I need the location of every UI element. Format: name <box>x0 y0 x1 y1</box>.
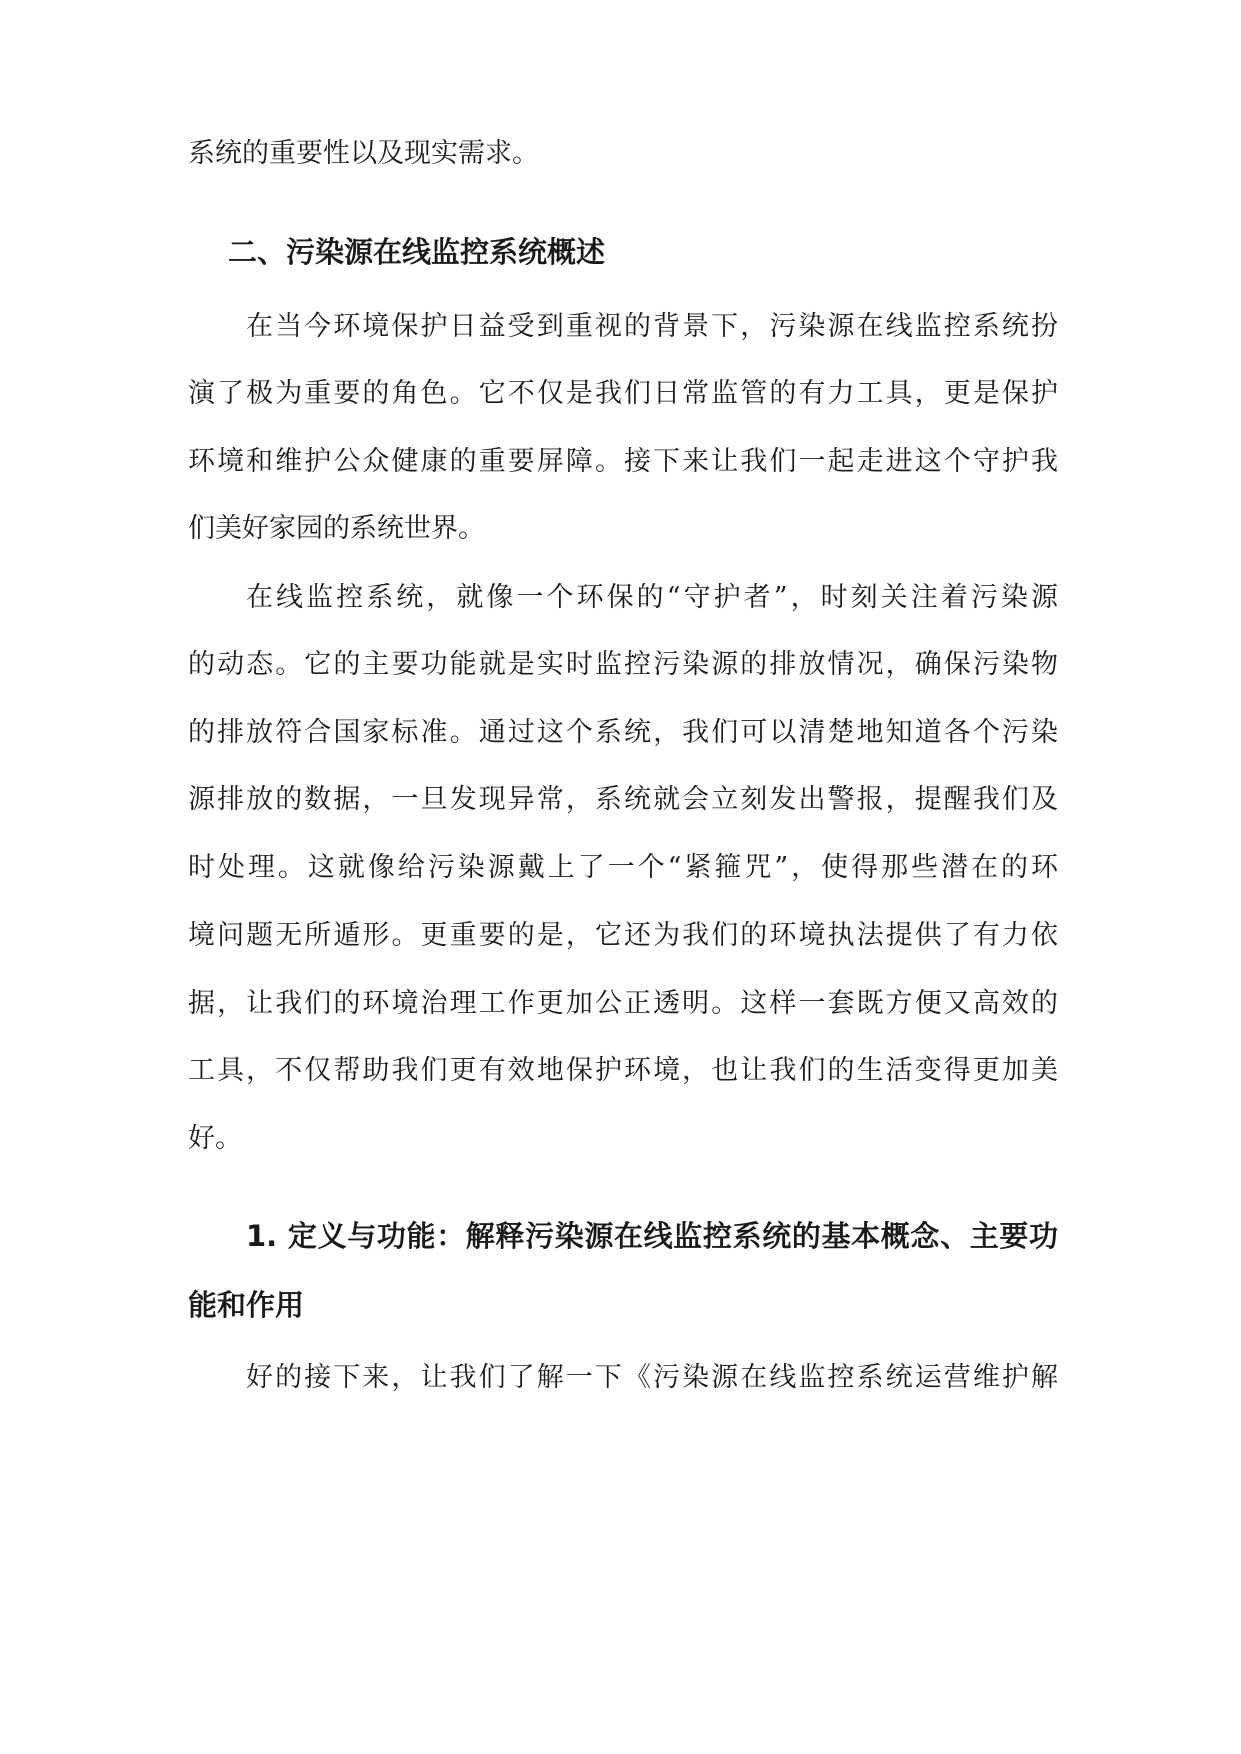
paragraph-2-line: 境问题无所遁形。更重要的是，它还为我们的环境执法提供了有力依 <box>188 920 1058 951</box>
paragraph-2-line: 时处理。这就像给污染源戴上了一个“紧箍咒”，使得那些潜在的环 <box>188 852 1058 883</box>
section-heading: 二、污染源在线监控系统概述 <box>228 235 606 269</box>
paragraph-1-line: 在当今环境保护日益受到重视的背景下，污染源在线监控系统扮 <box>246 311 1058 342</box>
paragraph-2-line: 好。 <box>188 1123 242 1154</box>
paragraph-3-line: 好的接下来，让我们了解一下《污染源在线监控系统运营维护解 <box>246 1362 1058 1393</box>
paragraph-1-line: 们美好家园的系统世界。 <box>188 513 485 544</box>
paragraph-1-line: 环境和维护公众健康的重要屏障。接下来让我们一起走进这个守护我 <box>188 446 1058 477</box>
paragraph-2-line: 在线监控系统，就像一个环保的“守护者”，时刻关注着污染源 <box>246 582 1058 613</box>
paragraph-2-line: 工具，不仅帮助我们更有效地保护环境，也让我们的生活变得更加美 <box>188 1055 1058 1086</box>
continued-paragraph-line: 系统的重要性以及现实需求。 <box>188 138 539 169</box>
paragraph-2-line: 的排放符合国家标准。通过这个系统，我们可以清楚地知道各个污染 <box>188 717 1058 748</box>
paragraph-2-line: 的动态。它的主要功能就是实时监控污染源的排放情况，确保污染物 <box>188 649 1058 680</box>
paragraph-2-line: 据，让我们的环境治理工作更加公正透明。这样一套既方便又高效的 <box>188 988 1058 1019</box>
subsection-heading-line: 能和作用 <box>188 1288 305 1322</box>
paragraph-1-line: 演了极为重要的角色。它不仅是我们日常监管的有力工具，更是保护 <box>188 378 1058 409</box>
subsection-heading-line: 1. 定义与功能：解释污染源在线监控系统的基本概念、主要功 <box>246 1219 1058 1253</box>
paragraph-2-line: 源排放的数据，一旦发现异常，系统就会立刻发出警报，提醒我们及 <box>188 784 1058 815</box>
